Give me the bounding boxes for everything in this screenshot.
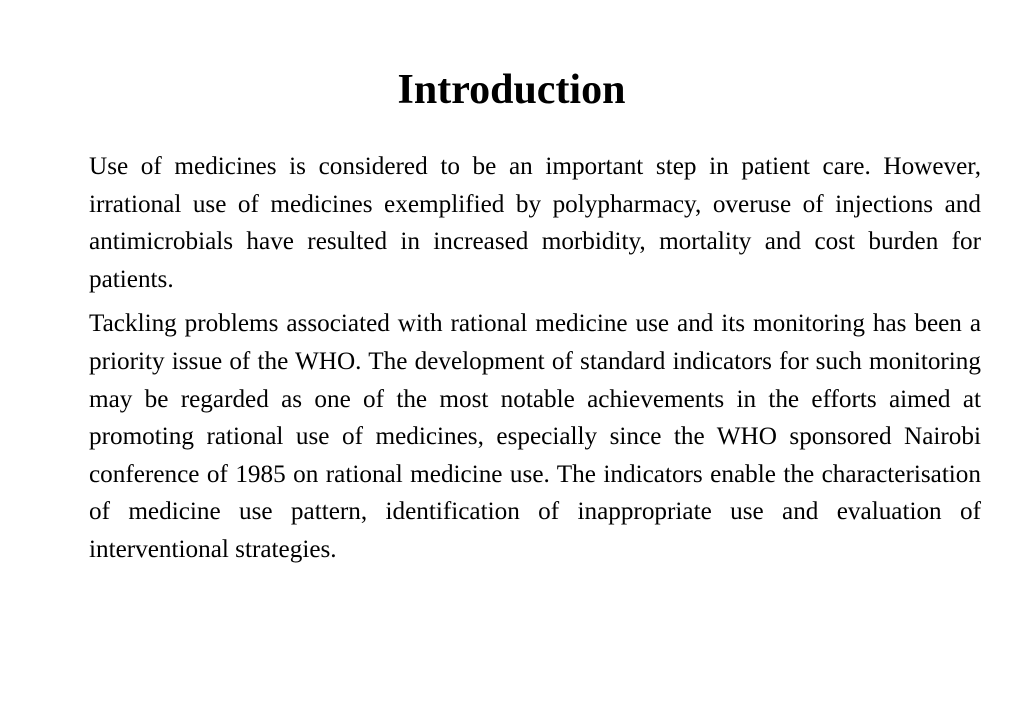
slide-title: Introduction bbox=[397, 67, 626, 113]
slide-body bbox=[89, 148, 981, 569]
paragraph-2: Tackling problems associated with rational medicine use and its monitoring has been a priority issue of the WHO. The development of standard indicators for such monitoring may be regarded as one of the most notable achievements in the efforts aimed at promoting rational use of medicines, especially since the WHO sponsored Nairobi conference of 1985 on rational medicine use. The indicators enable the characterisation of medicine use pattern, identification of inappropriate use and evaluation of interventional strategies. bbox=[89, 310, 981, 563]
paragraph-1: Use of medicines is considered to be an important step in patient care. However, irrational use of medicines exemplified by polypharmacy, overuse of injections and antimicrobials have resulted in increased morbidity, mortality and cost burden for patients. bbox=[89, 153, 981, 293]
